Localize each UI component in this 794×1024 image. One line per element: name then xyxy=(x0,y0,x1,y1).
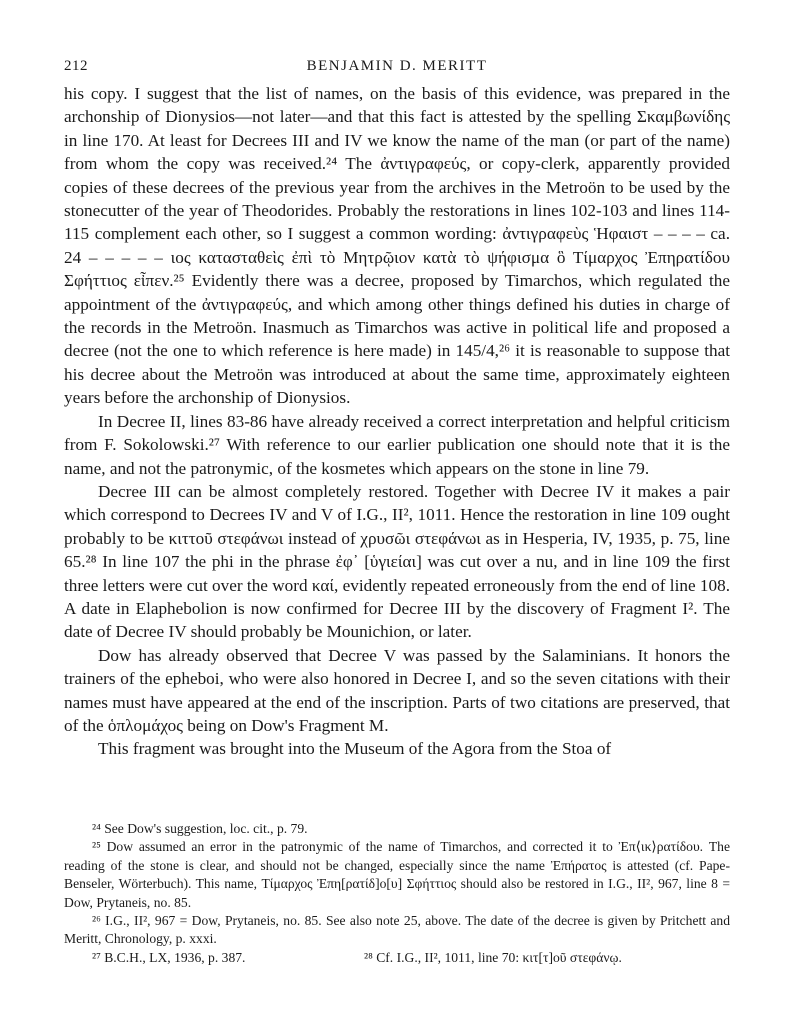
paragraph-2: In Decree II, lines 83-86 have already received a correct interpretation and helpful criticism from F. Sokolowski.²⁷ With reference to our earlier publication one should note that it is the name, and not the patronymic, of the kosmetes which appears on the stone in line 79. xyxy=(64,411,730,478)
paragraph-1: his copy. I suggest that the list of names, on the basis of this evidence, was prepared in the archonship of Dionysios—not later—and that this fact is attested by the spelling Σκαμβωνίδης in line 170. At least for Decrees III and IV we know the name of the man (or part of the name) from whom the copy was received.²⁴ The ἀντιγραφεύς, or copy-clerk, apparently provided copies of these decrees of the previous year from the archives in the Metroön to be used by the stonecutter of the year of Theodorides. Probably the restorations in lines 102-103 and lines 114-115 complement each other, so I suggest a common wording: ἀντιγραφεὺς Ἡφαιστ – – – – ca. 24 – – – – – ιος κατασταθεὶς ἐπὶ τὸ Μητρῷιον κατὰ τὸ ψήφισμα ὃ Τίμαρχος Ἐπηρατίδου Σφήττιος εἶπεν.²⁵ Evidently there was a decree, proposed by Timarchos, which regulated the appointment of the ἀντιγραφεύς, and which among other things defined his duties in charge of the records in the Metroön. Inasmuch as Timarchos was active in political life and proposed a decree (not the one to which reference is here made) in 145/4,²⁶ it is reasonable to suppose that his decree about the Metroön was introduced at about the same time, approximately eighteen years before the archonship of Dionysios. xyxy=(64,84,730,408)
footnote-row-27-28 xyxy=(64,949,730,967)
page-header xyxy=(64,52,730,82)
paragraph-3: Decree III can be almost completely restored. Together with Decree IV it makes a pair which correspond to Decrees IV and V of I.G., II², 1011. Hence the restoration in line 109 ought probably to be κιττοῦ στεφάνωι instead of χρυσῶι στεφάνωι as in Hesperia, IV, 1935, p. 75, line 65.²⁸ In line 107 the phi in the phrase ἐφ᾽ [ὑγιείαι] was cut over a nu, and in line 109 the first three letters were cut over the word καί, evidently repeated erroneously from the end of line 108. A date in Elaphebolion is now confirmed for Decree III by the discovery of Fragment I². The date of Decree IV should probably be Mounichion, or later. xyxy=(64,481,730,642)
page-number: 212 xyxy=(64,58,88,74)
footnote-24: ²⁴ See Dow's suggestion, loc. cit., p. 79. xyxy=(92,821,308,836)
page xyxy=(64,52,730,761)
paragraph-4: Dow has already observed that Decree V was passed by the Salaminians. It honors the trainers of the epheboi, who were also honored in Decree I, and so the seven citations with their names must have appeared at the end of the inscription. Parts of two citations are preserved, that of the ὁπλομάχος being on Dow's Fragment M. xyxy=(64,645,730,735)
footnote-28: ²⁸ Cf. I.G., II², 1011, line 70: κιτ[τ]οῦ στεφάνῳ. xyxy=(364,949,622,965)
footnotes xyxy=(64,820,730,967)
footnote-25: ²⁵ Dow assumed an error in the patronymic of the name of Timarchos, and corrected it to Ἐπ⟨ικ⟩ρατίδου. The reading of the stone is clear, and should not be changed, especially since the name Ἐπήρατος is attested (cf. Pape-Benseler, Wörterbuch). This name, Τίμαρχος Ἐπη[ρατίδ]ο[υ] Σφήττιος should also be restored in I.G., II², 967, line 8 = Dow, Prytaneis, no. 85. xyxy=(64,839,730,910)
running-head: BENJAMIN D. MERITT xyxy=(306,58,488,74)
body-text xyxy=(64,82,730,761)
paragraph-5: This fragment was brought into the Museum of the Agora from the Stoa of xyxy=(98,739,612,759)
footnote-27: ²⁷ B.C.H., LX, 1936, p. 387. xyxy=(92,949,246,965)
footnote-26: ²⁶ I.G., II², 967 = Dow, Prytaneis, no. 85. See also note 25, above. The date of the decree is given by Pritchett and Meritt, Chronology, p. xxxi. xyxy=(64,913,730,947)
